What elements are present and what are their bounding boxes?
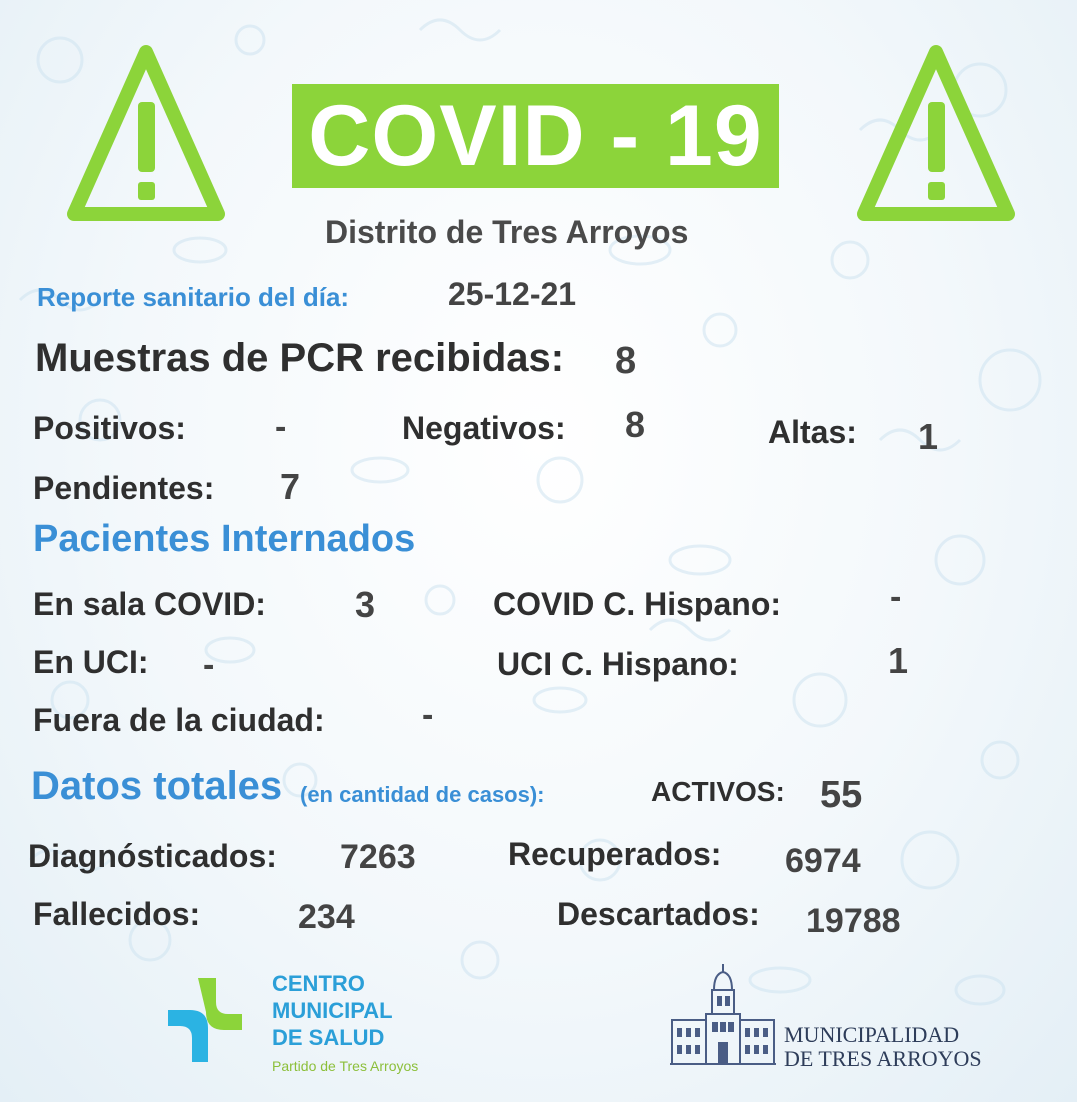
totales-note: (en cantidad de casos): [300,782,545,807]
descartados-label: Descartados: [557,896,760,932]
district-title: Distrito de Tres Arroyos [325,214,689,250]
totales-title: Datos totales [31,764,283,808]
banner-title: COVID - 19 [308,88,763,184]
pendientes-label: Pendientes: [33,470,215,506]
pcr-value: 8 [615,340,637,382]
altas-label: Altas: [768,414,857,450]
report-date: 25-12-21 [448,276,577,312]
uci-value: - [203,646,215,684]
recuperados-value: 6974 [785,842,861,880]
sala-covid-value: 3 [355,584,376,625]
uci-hispano-label: UCI C. Hispano: [497,646,739,682]
diagnosticados-label: Diagnósticados: [28,838,277,874]
warning-triangle-icon [66,42,226,224]
covid-hispano-value: - [890,578,902,616]
cms-line-3: DE SALUD [272,1025,385,1050]
fuera-ciudad-label: Fuera de la ciudad: [33,702,325,738]
report-label: Reporte sanitario del día: [37,282,350,312]
negativos-label: Negativos: [402,410,566,446]
cms-line-1: CENTRO [272,971,365,996]
covid-banner [292,84,779,188]
uci-hispano-value: 1 [888,640,909,681]
fuera-ciudad-value: - [422,696,434,734]
positivos-value: - [275,408,287,446]
cms-line-2: MUNICIPAL [272,998,393,1023]
muni-line-1: MUNICIPALIDAD [784,1022,960,1047]
internados-title: Pacientes Internados [33,518,416,560]
descartados-value: 19788 [806,902,901,940]
negativos-value: 8 [625,404,646,445]
recuperados-label: Recuperados: [508,836,722,872]
warning-triangle-icon [856,42,1016,224]
fallecidos-label: Fallecidos: [33,896,201,932]
activos-label: ACTIVOS: [651,776,785,807]
covid-hispano-label: COVID C. Hispano: [493,586,782,622]
uci-label: En UCI: [33,644,149,680]
pendientes-value: 7 [280,466,301,507]
diagnosticados-value: 7263 [340,838,416,876]
municipalidad-building-logo [668,960,778,1072]
sala-covid-label: En sala COVID: [33,586,266,622]
fallecidos-value: 234 [298,898,355,936]
activos-value: 55 [820,774,863,816]
cms-subtitle: Partido de Tres Arroyos [272,1058,419,1074]
muni-line-2: DE TRES ARROYOS [784,1046,982,1071]
centro-municipal-cross-logo [160,970,260,1070]
pcr-label: Muestras de PCR recibidas: [35,336,565,380]
altas-value: 1 [918,416,939,457]
positivos-label: Positivos: [33,410,186,446]
